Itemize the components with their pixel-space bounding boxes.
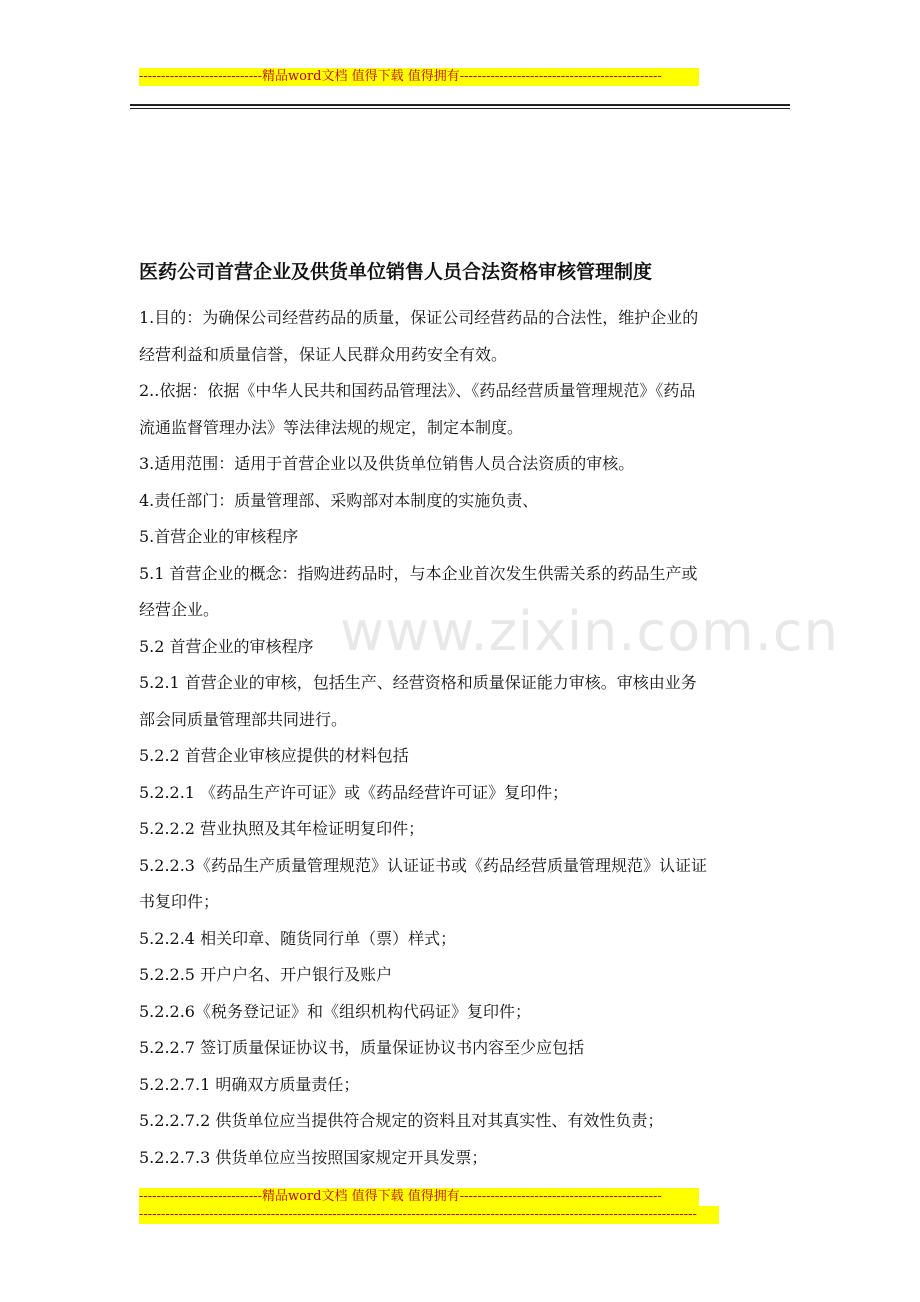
body-line: 经营企业。: [139, 600, 220, 619]
body-line: 5.2.2.4 相关印章、随货同行单（票）样式；: [139, 928, 457, 948]
header-rule-thin: [130, 108, 790, 109]
body-line: 经营利益和质量信誉，保证人民群众用药安全有效。: [139, 344, 508, 364]
body-line: 5.2 首营企业的审核程序: [139, 636, 314, 656]
footer-banner: ----------------------------精品word文档 值得下载 值得拥有----------------------------------------------: [139, 1188, 699, 1206]
body-line: 1.目的：为确保公司经营药品的质量，保证公司经营药品的合法性，维护企业的: [139, 308, 699, 327]
header-banner: ----------------------------精品word文档 值得下载 值得拥有----------------------------------------------: [139, 68, 699, 86]
body-line: 5.2.1 首营企业的审核，包括生产、经营资格和质量保证能力审核。审核由业务: [139, 673, 697, 692]
body-line: 书复印件；: [139, 892, 220, 911]
body-line: 3.适用范围：适用于首营企业以及供货单位销售人员合法资质的审核。: [139, 454, 635, 473]
body-line: 5.2.2.5 开户户名、开户银行及账户: [139, 965, 393, 984]
body-line: 5.2.2.1 《药品生产许可证》或《药品经营许可证》复印件；: [139, 782, 569, 802]
body-line: 5.2.2 首营企业审核应提供的材料包括: [139, 746, 409, 765]
body-line: 5.2.2.7 签订质量保证协议书，质量保证协议书内容至少应包括: [139, 1038, 585, 1057]
body-line: 5.2.2.6《税务登记证》和《组织机构代码证》复印件；: [139, 1001, 531, 1021]
body-line: 4.责任部门：质量管理部、采购部对本制度的实施负责、: [139, 490, 539, 510]
header-rule: [130, 104, 790, 106]
body-line: 5.2.2.7.3 供货单位应当按照国家规定开具发票；: [139, 1147, 488, 1167]
document-body: [139, 300, 789, 1176]
body-line: 部会同质量管理部共同进行。: [139, 709, 348, 729]
watermark: www.zixin.com.cn: [340, 600, 839, 663]
document-title: 医药公司首营企业及供货单位销售人员合法资格审核管理制度: [139, 261, 653, 283]
body-line: 5.2.2.7.1 明确双方质量责任；: [139, 1074, 360, 1094]
body-line: 2..依据：依据《中华人民共和国药品管理法》、《药品经营质量管理规范》《药品: [139, 381, 696, 400]
body-line: 5.2.2.3《药品生产质量管理规范》认证证书或《药品经营质量管理规范》认证证: [139, 855, 707, 875]
body-line: 5.2.2.2 营业执照及其年检证明复印件；: [139, 819, 425, 838]
body-line: 5.首营企业的审核程序: [139, 527, 299, 546]
body-line: 5.1 首营企业的概念：指购进药品时，与本企业首次发生供需关系的药品生产或: [139, 563, 698, 583]
body-line: 5.2.2.7.2 供货单位应当提供符合规定的资料且对其真实性、有效性负责；: [139, 1111, 664, 1130]
footer-dash-line: -------------------------------------------------------------------------------------------------------------------------------: [139, 1206, 719, 1224]
body-line: 流通监督管理办法》等法律法规的规定，制定本制度。: [139, 417, 524, 437]
